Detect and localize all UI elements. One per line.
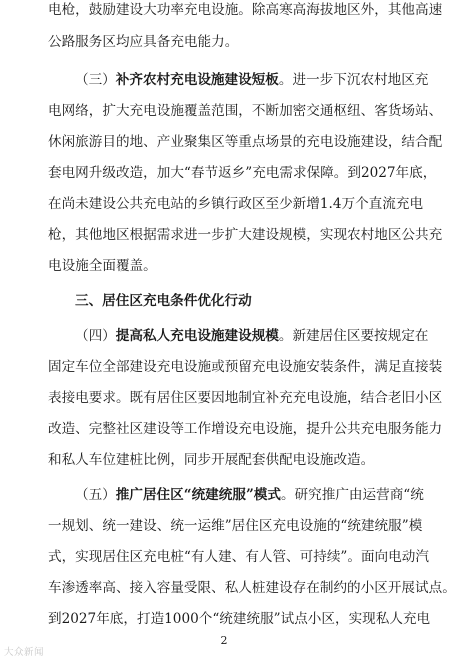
body-line: 固定车位全部建设充电设施或预留充电设施安装条件，满足直接装 — [48, 359, 443, 375]
subsection-number: （三） — [75, 72, 116, 88]
subsection-title: 提高私人充电设施建设规模 — [115, 328, 279, 344]
body-line: 电设施全面覆盖。 — [48, 258, 157, 274]
body-line: 在尚未建设公共充电站的乡镇行政区至少新增1.4万个直流充电 — [48, 196, 424, 212]
body-text: 。研究推广由运营商“统 — [280, 487, 424, 503]
watermark-text: 大众新闻 — [4, 647, 45, 658]
subsection-number: （四） — [75, 328, 116, 344]
body-line: 车渗透率高、接入容量受限、私人桩建设存在制约的小区开展试点。 — [48, 580, 456, 596]
body-line: 枪，其他地区根据需求进一步扩大建设规模，实现农村地区公共充 — [48, 227, 443, 243]
subsection-3-line — [75, 72, 429, 89]
body-line: 式，实现居住区充电桩“有人建、有人管、可持续”。面向电动汽 — [48, 549, 429, 565]
body-line: 一规划、统一建设、统一运维”居住区充电设施的“统建统服”模 — [48, 518, 423, 534]
subsection-5-line — [75, 487, 424, 504]
body-line: 套电网升级改造，加大“春节返乡”充电需求保障。到2027年底， — [48, 165, 437, 181]
body-line: 和私人车位建桩比例，同步开展配套供配电设施改造。 — [48, 452, 375, 468]
body-line: 休闲旅游目的地、产业聚集区等重点场景的充电设施建设，结合配 — [48, 134, 443, 150]
section-heading: 三、居住区充电条件优化行动 — [75, 293, 252, 309]
page-number: 2 — [220, 634, 228, 647]
body-line: 电网络，扩大充电设施覆盖范围，不断加密交通枢纽、客货场站、 — [48, 103, 443, 119]
subsection-4-line — [75, 328, 429, 345]
body-line: 改造、完整社区建设等工作增设充电设施，提升公共充电服务能力 — [48, 421, 443, 437]
body-line: 表接电要求。既有居住区要因地制宜补充充电设施，结合老旧小区 — [48, 390, 443, 406]
subsection-title: 推广居住区“统建统服”模式 — [115, 487, 281, 503]
subsection-number: （五） — [75, 487, 116, 503]
body-line: 公路服务区均应具备充电能力。 — [48, 34, 239, 50]
body-text: 。新建居住区要按规定在 — [278, 328, 429, 344]
body-text: 。进一步下沉农村地区充 — [278, 72, 429, 88]
body-line: 电枪，鼓励建设大功率充电设施。除高寒高海拔地区外，其他高速 — [48, 2, 443, 18]
body-line: 到2027年底，打造1000个“统建统服”试点小区，实现私人充电 — [48, 611, 431, 627]
subsection-title: 补齐农村充电设施建设短板 — [115, 72, 279, 88]
